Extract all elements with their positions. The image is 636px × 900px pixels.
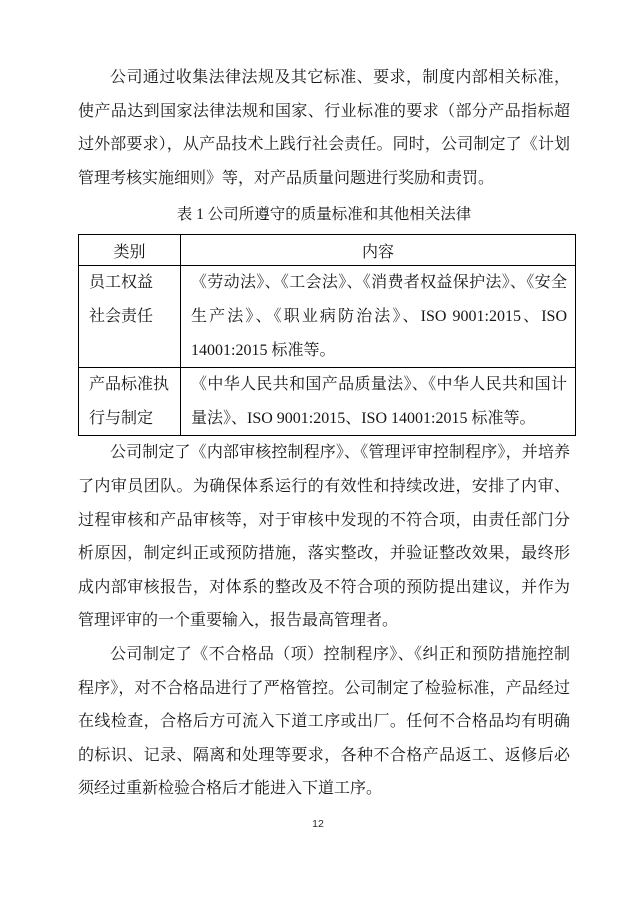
table-header-row [79,235,576,266]
table-caption: 表 1 公司所遵守的质量标准和其他相关法律 [176,206,472,224]
table-cell-content: 《中华人民共和国产品质量法》、《中华人民共和国计量法》、ISO 9001:2015、ISO 14001:2015 标准等。 [181,368,576,436]
paragraph-internal-audit: 公司制定了《内部审核控制程序》、《管理评审控制程序》，并培养了内审员团队。为确保体系运行的有效性和持续改进，安排了内审、过程审核和产品审核等，对于审核中发现的不符合项，由责任部门分析原因，制定纠正或预防措施，落实整改，并验证整改效果，最终形成内部审核报告，对体系的整改及不符合项的预防提出建议，并作为管理评审的一个重要输入，报告最高管理者。 [78,444,570,630]
paragraph-quality-standards-intro: 公司通过收集法律法规及其它标准、要求，制度内部相关标准，使产品达到国家法律法规和国家、行业标准的要求（部分产品指标超过外部要求），从产品技术上践行社会责任。同时，公司制定了《计划管理考核实施细则》等，对产品质量问题进行奖励和责罚。 [78,69,570,187]
category-line: 社会责任 [89,307,154,325]
table-header-category: 类别 [79,235,181,266]
page-number: 12 [312,818,324,830]
category-line: 行与制定 [89,409,154,427]
table-header-content: 内容 [181,235,576,266]
quality-standards-table [78,234,576,436]
table-cell-category [79,368,181,436]
paragraph-nonconforming-product-control: 公司制定了《不合格品（项）控制程序》、《纠正和预防措施控制程序》，对不合格品进行了严格管控。公司制定了检验标准，产品经过在线检查，合格后方可流入下道工序或出厂。任何不合格品均有明确的标识、记录、隔离和处理等要求，各种不合格产品返工、返修后必须经过重新检验合格后才能进入下道工序。 [78,645,570,798]
table-cell-category [79,266,181,368]
table-row [79,368,576,436]
category-line: 产品标准执 [89,376,170,394]
table-row [79,266,576,368]
category-line: 员工权益 [89,274,154,292]
document-body [78,0,570,806]
table-cell-content: 《劳动法》、《工会法》、《消费者权益保护法》、《安全生产法》、《职业病防治法》、ISO 9001:2015、ISO 14001:2015 标准等。 [181,266,576,368]
